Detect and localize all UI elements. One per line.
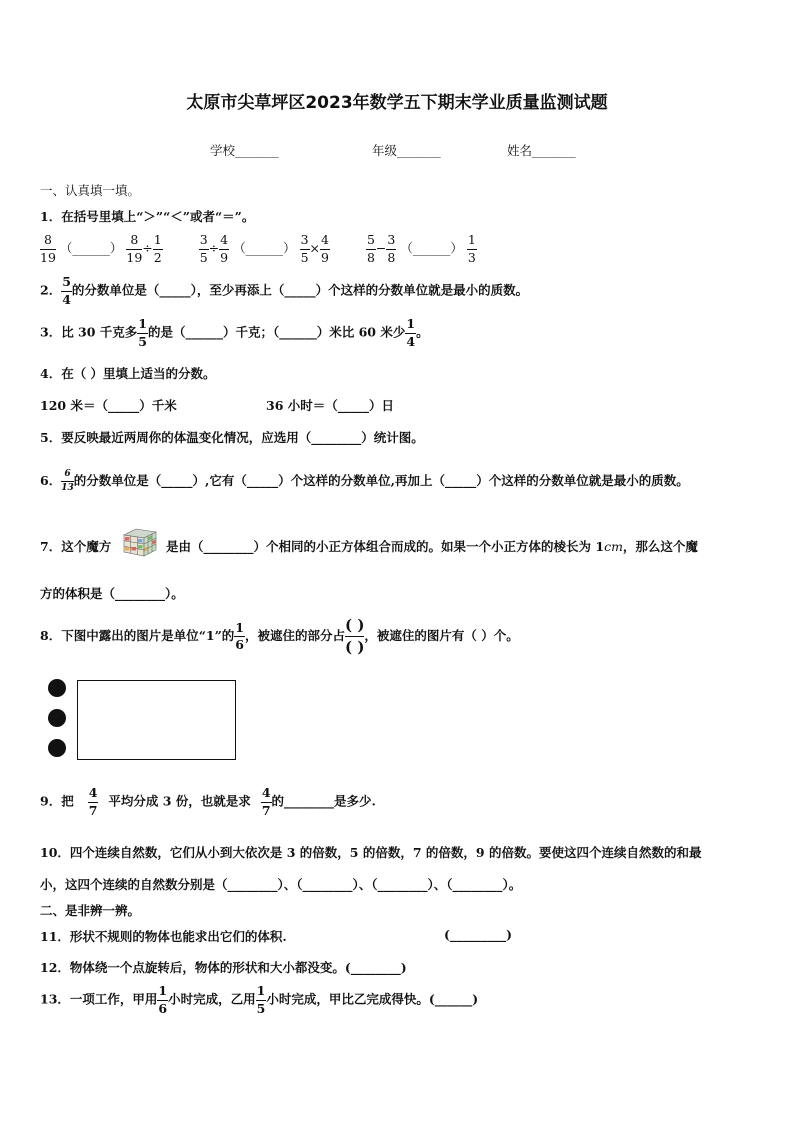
question-11-text: 11．形状不规则的物体也能求出它们的体积. xyxy=(40,929,287,944)
name-label: 姓名 xyxy=(507,143,533,158)
question-6 xyxy=(40,470,689,493)
question-1-text: 1．在括号里填上“＞”“＜”或者“＝”。 xyxy=(40,209,255,224)
question-4-b: 36 小时＝（_____）日 xyxy=(266,398,394,413)
fraction: $\frac{4}{9}$ xyxy=(321,232,329,265)
school-underline: _______ xyxy=(235,143,279,158)
divide-sign: ÷ xyxy=(208,240,220,256)
visible-circle xyxy=(48,739,66,757)
answer-blank: （______） xyxy=(400,240,463,256)
question-text: 9．把 xyxy=(40,793,74,809)
fraction: $\frac{5}{8}$ xyxy=(366,232,375,265)
question-text: 的分数单位是（_____），至少再添上（_____）个这样的分数单位就是最小的质数。 xyxy=(71,282,529,298)
question-text: 。 xyxy=(416,324,429,340)
question-4-text: 4．在（ ）里填上适当的分数。 xyxy=(40,366,216,381)
question-text: 是由（________）个相同的小正方体组合而成的。如果一个小正方体的棱长为 1 xyxy=(166,539,605,554)
fraction: $\frac{1}{5}$ xyxy=(138,316,147,349)
section-2-heading: 二、是非辨一辨。 xyxy=(40,903,141,918)
question-7-pre: 7．这个魔方 xyxy=(40,539,112,554)
question-text: ，那么这个魔 xyxy=(622,539,698,554)
fraction: $\frac{4}{7}$ xyxy=(261,785,271,818)
fraction: $\frac{3}{5}$ xyxy=(199,232,208,265)
question-1-comparisons xyxy=(40,234,477,264)
question-text: 小时完成，甲比乙完成得快。(______) xyxy=(266,991,479,1007)
question-text: 的分数单位是（_____）,它有（_____）个这样的分数单位,再加上（_____）个这样的分数单位就是最小的质数。 xyxy=(73,473,689,488)
fraction: $\frac{1}{4}$ xyxy=(406,316,416,349)
fraction: $\frac{4}{7}$ xyxy=(88,785,98,818)
visible-circle xyxy=(48,709,66,727)
question-text: ，被遮住的部分占 xyxy=(244,628,345,643)
question-3 xyxy=(40,318,429,348)
fraction: $\frac{3}{8}$ xyxy=(387,232,396,265)
question-text: 的________是多少. xyxy=(271,793,376,809)
unit-cm: cm xyxy=(604,539,623,554)
fraction: $\frac{1}{6}$ xyxy=(158,983,168,1016)
fraction: $\frac{1}{2}$ xyxy=(153,232,162,265)
answer-blank: （______） xyxy=(233,240,296,256)
question-9 xyxy=(40,787,376,817)
question-text: ，被遮住的图片有（ ）个。 xyxy=(364,628,519,643)
fraction: $\frac{8}{19}$ xyxy=(126,232,143,265)
rubiks-cube-image xyxy=(122,526,158,558)
fraction: $\frac{1}{6}$ xyxy=(235,619,244,652)
question-10-line1: 10．四个连续自然数，它们从小到大依次是 3 的倍数，5 的倍数，7 的倍数，9 的倍数。要使这四个连续自然数的和最 xyxy=(40,845,702,860)
question-text: 的是（______）千克；（______）米比 60 米少 xyxy=(148,324,406,340)
question-text: 小时完成，乙用 xyxy=(168,991,256,1007)
question-number: 2． xyxy=(40,282,62,298)
section-1-heading: 一、认真填一填。 xyxy=(40,183,141,198)
school-field xyxy=(210,141,279,159)
question-number: 6． xyxy=(40,473,62,488)
question-text: 13．一项工作，甲用 xyxy=(40,991,158,1007)
fraction: $\frac{8}{19}$ xyxy=(40,232,56,265)
question-5-text: 5．要反映最近两周你的体温变化情况，应选用（________）统计图。 xyxy=(40,430,424,445)
question-8 xyxy=(40,618,519,655)
fraction: $\frac{5}{4}$ xyxy=(62,274,71,307)
grade-underline: _______ xyxy=(397,143,441,158)
name-underline: _______ xyxy=(532,143,576,158)
covering-rectangle xyxy=(77,680,236,760)
fraction: $\frac{6}{13}$ xyxy=(61,469,74,493)
name-field xyxy=(507,141,576,159)
answer-blank: （______） xyxy=(59,240,123,256)
grade-field xyxy=(372,141,441,159)
question-13 xyxy=(40,985,478,1015)
fraction: $\frac{3}{5}$ xyxy=(300,232,309,265)
minus-sign: − xyxy=(375,240,387,256)
visible-circle xyxy=(48,679,66,697)
question-text: 平均分成 3 份，也就是求 xyxy=(108,793,251,809)
blank-fraction: $\frac{( )}{( )}$ xyxy=(345,616,365,656)
question-10-line2: 小，这四个连续的自然数分别是（________）、（________）、（________）、（________）。 xyxy=(40,877,522,892)
divide-sign: ÷ xyxy=(142,240,153,256)
question-12-text: 12．物体绕一个点旋转后，物体的形状和大小都没变。(________) xyxy=(40,960,407,975)
fraction: $\frac{1}{5}$ xyxy=(256,983,266,1016)
multiply-sign: × xyxy=(309,240,321,256)
question-2 xyxy=(40,276,528,306)
question-7 xyxy=(166,537,698,555)
grade-label: 年级 xyxy=(372,143,398,158)
question-4-a: 120 米＝（_____）千米 xyxy=(40,398,177,413)
page-title: 太原市尖草坪区2023年数学五下期末学业质量监测试题 xyxy=(186,93,608,113)
question-11-blank: (_________) xyxy=(444,927,513,942)
question-text: 8．下图中露出的图片是单位“1”的 xyxy=(40,628,235,643)
fraction: $\frac{1}{3}$ xyxy=(467,232,476,265)
question-text: 3．比 30 千克多 xyxy=(40,324,138,340)
fraction: $\frac{4}{9}$ xyxy=(220,232,229,265)
school-label: 学校 xyxy=(210,143,236,158)
question-7-line2: 方的体积是（________）。 xyxy=(40,586,184,601)
